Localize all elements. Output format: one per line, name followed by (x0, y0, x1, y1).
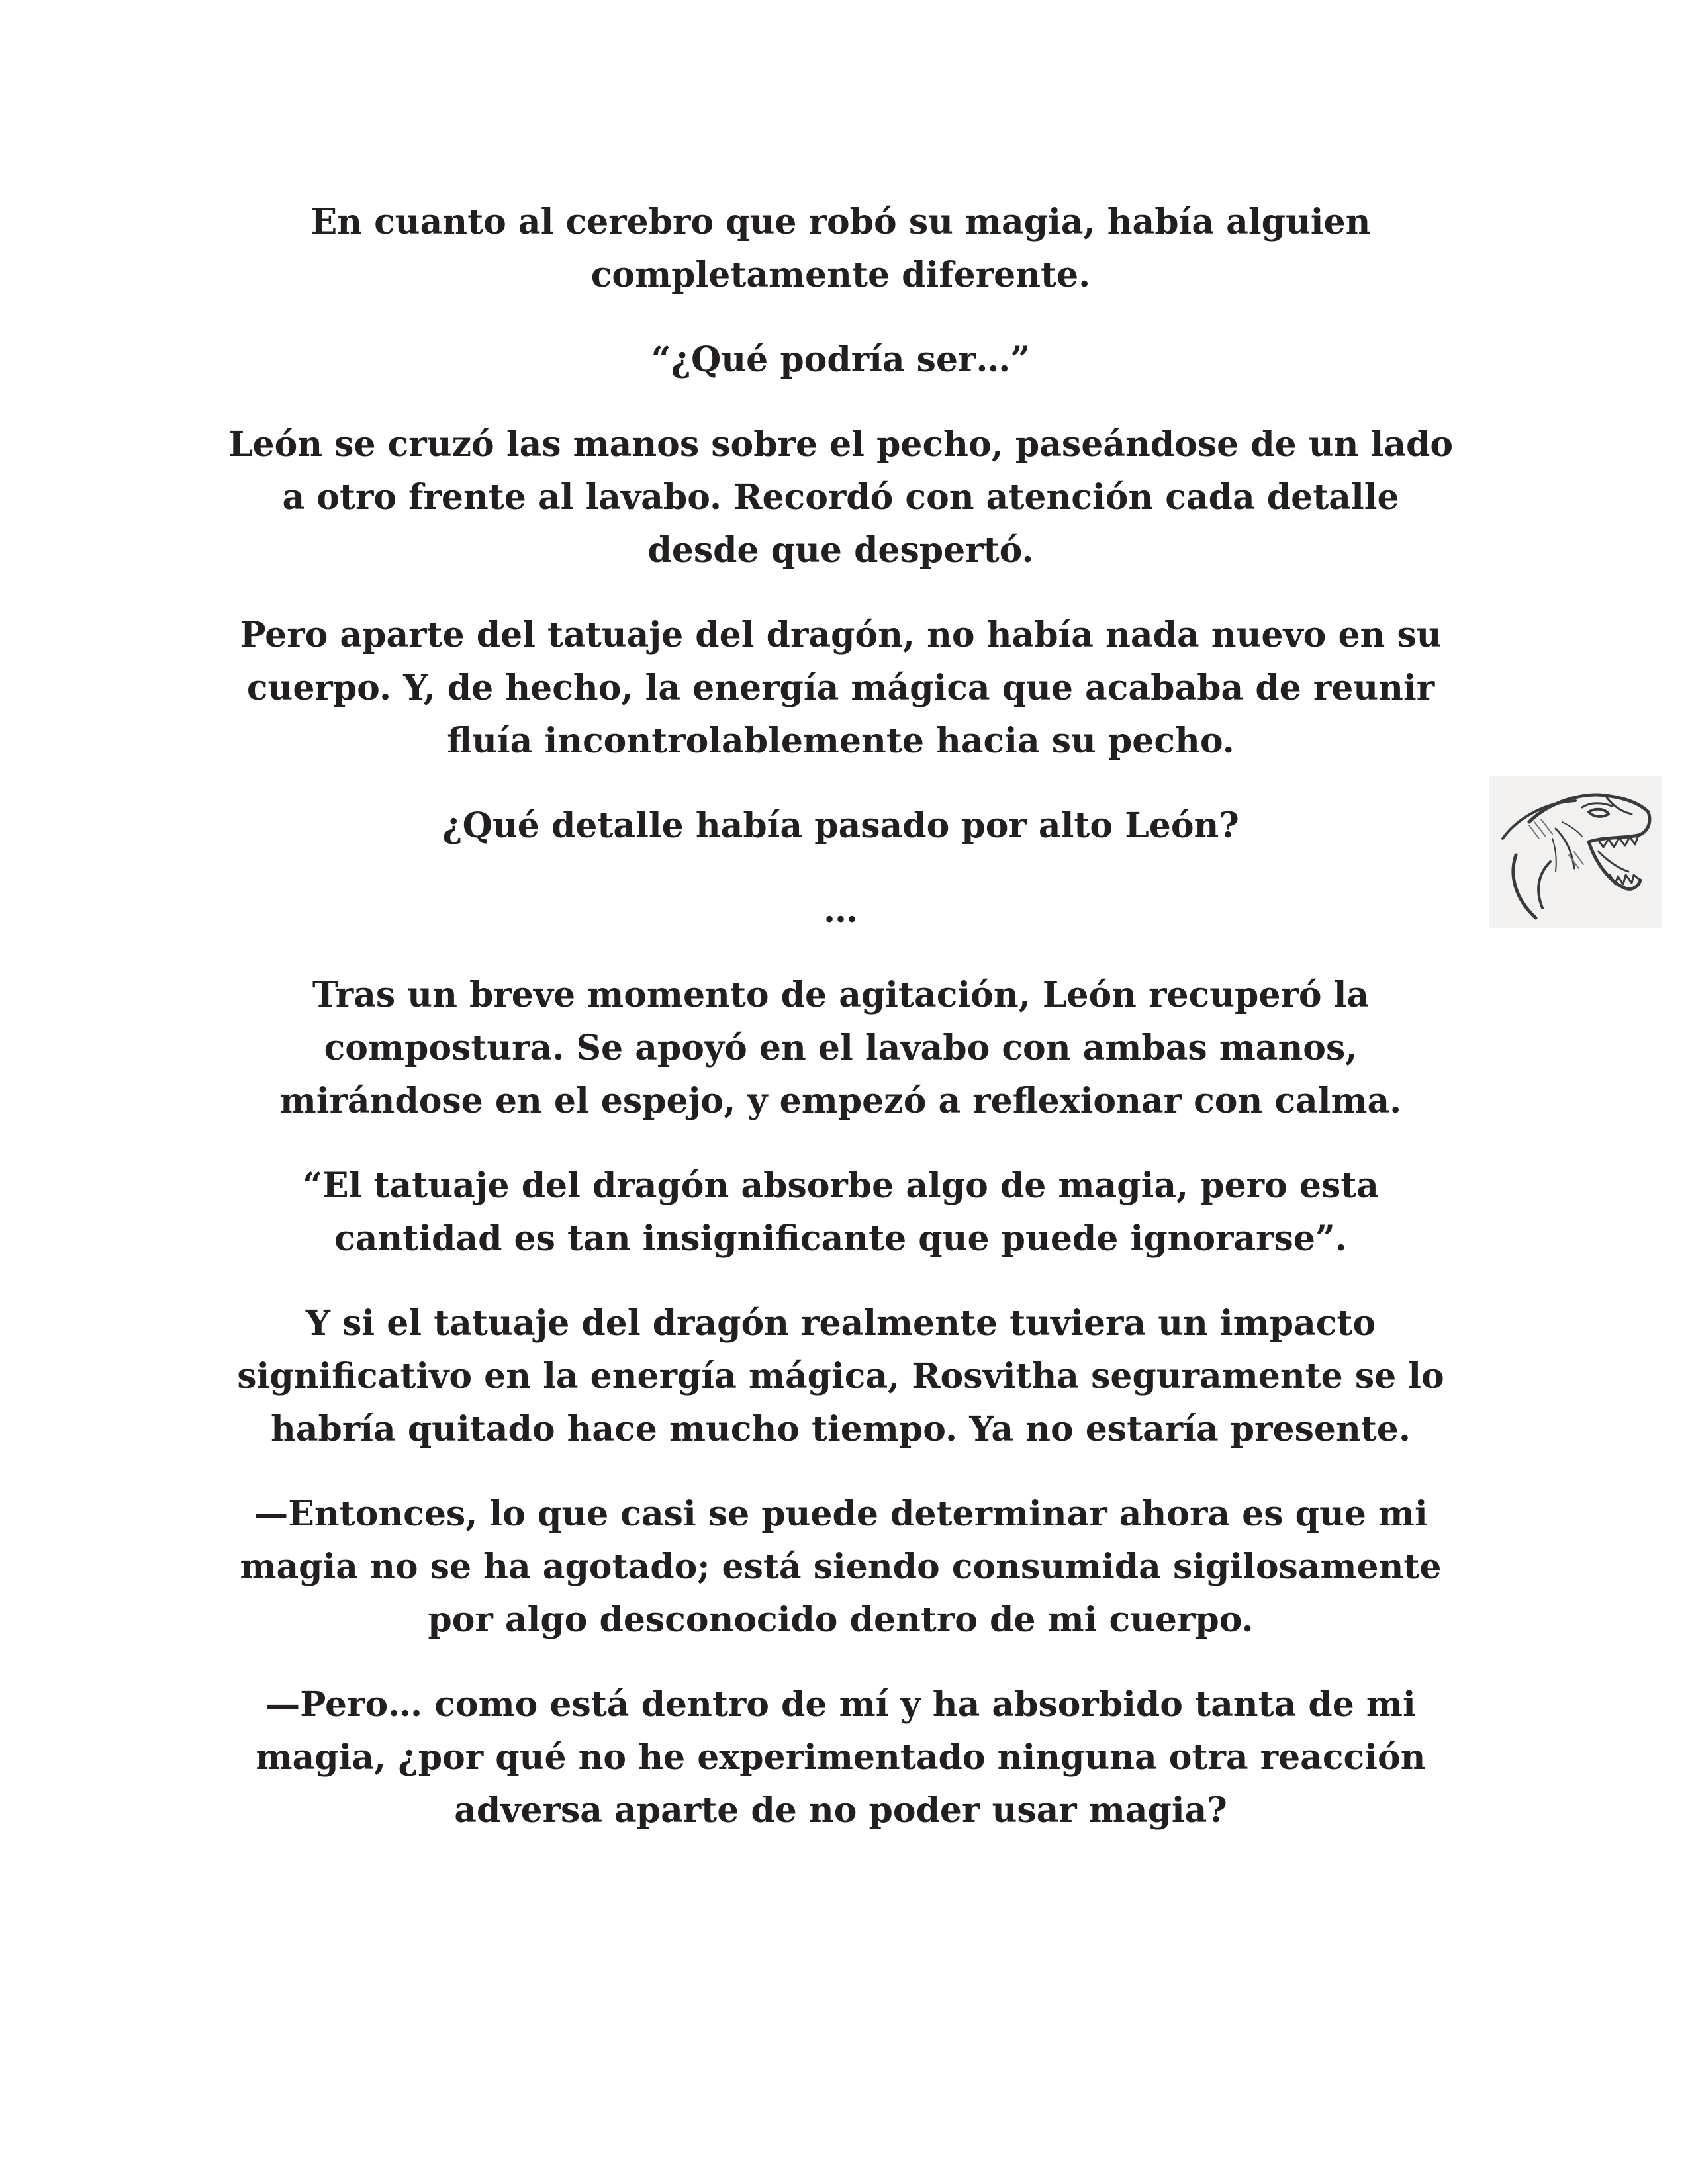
paragraph-4: Pero aparte del tatuaje del dragón, no había nada nuevo en su cuerpo. Y, de hecho, la energía mágica que acababa de reunir fluía incontrolablemente hacia su pecho. (240, 615, 1442, 761)
paragraph-5: ¿Qué detalle había pasado por alto León? (442, 805, 1239, 846)
paragraph-7: “El tatuaje del dragón absorbe algo de magia, pero esta cantidad es tan insignificante que puede ignorarse”. (303, 1165, 1379, 1259)
paragraph-3: León se cruzó las manos sobre el pecho, paseándose de un lado a otro frente al lavabo. Recordó con atención cada detalle desde que despertó. (228, 424, 1454, 570)
paragraph-9: —Entonces, lo que casi se puede determinar ahora es que mi magia no se ha agotado; está siendo consumida sigilosamente por algo desconocido dentro de mi cuerpo. (240, 1494, 1442, 1640)
paragraph-10: —Pero… como está dentro de mí y ha absorbido tanta de mi magia, ¿por qué no he experimentado ninguna otra reacción adversa aparte de no poder usar magia? (256, 1684, 1426, 1831)
scene-break: … (823, 890, 858, 931)
paragraph-2: “¿Qué podría ser…” (651, 340, 1031, 380)
paragraph-1: En cuanto al cerebro que robó su magia, había alguien completamente diferente. (310, 202, 1371, 295)
paragraph-8: Y si el tatuaje del dragón realmente tuviera un impacto significativo en la energía mágica, Rosvitha seguramente se lo habría quitado hace mucho tiempo. Ya no estaría presente. (237, 1303, 1444, 1449)
paragraph-6: Tras un breve momento de agitación, León recuperó la compostura. Se apoyó en el lavabo con ambas manos, mirándose en el espejo, y empezó a reflexionar con calma. (279, 975, 1402, 1121)
dragon-head-sketch-icon (1489, 776, 1662, 928)
text-body (225, 196, 1456, 1869)
